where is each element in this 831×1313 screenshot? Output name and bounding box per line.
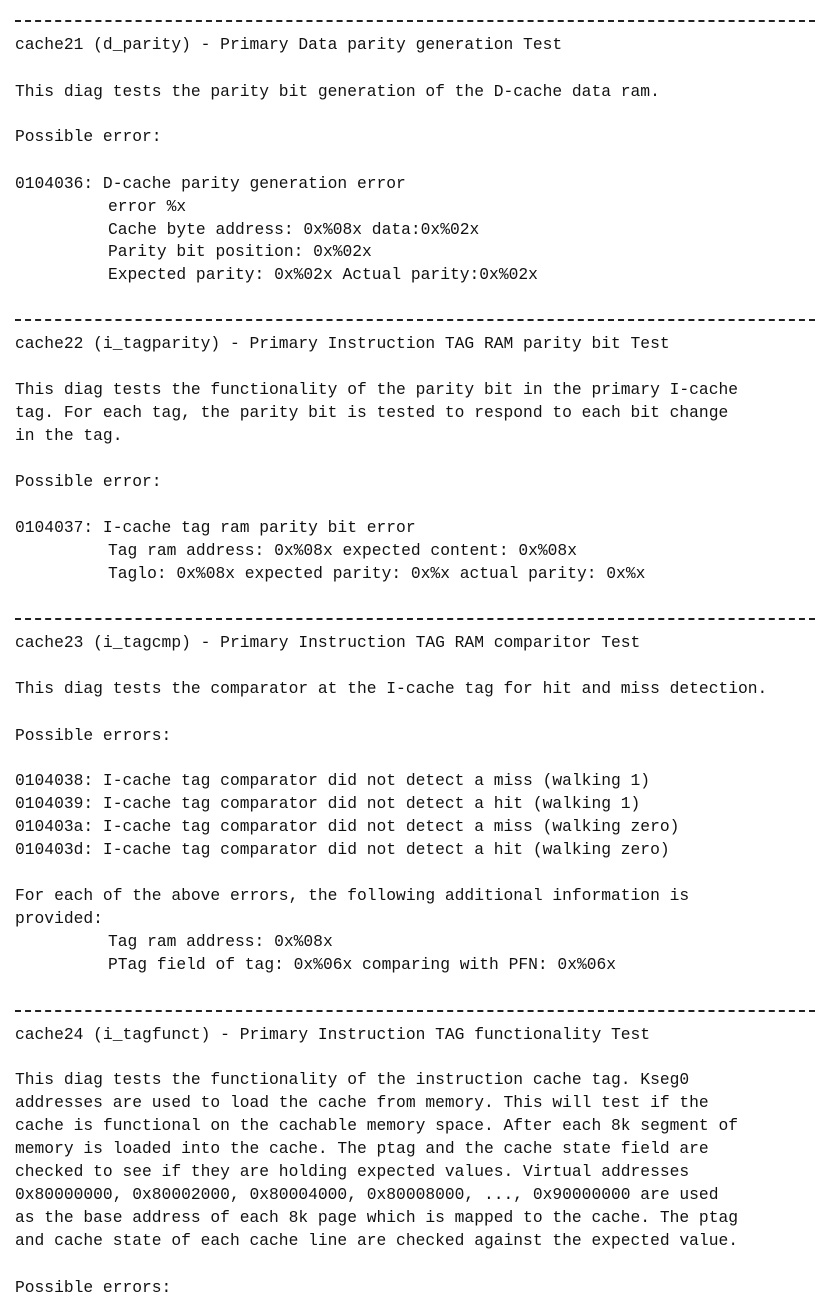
error-line: 010403a: I-cache tag comparator did not detect a miss (walking zero) [15, 817, 680, 836]
errors-heading: Possible errors: [15, 726, 172, 745]
error-line: 0104039: I-cache tag comparator did not detect a hit (walking 1) [15, 794, 641, 813]
description-line: 0x80000000, 0x80002000, 0x80004000, 0x80008000, ..., 0x90000000 are used [15, 1185, 719, 1204]
detail-line: Taglo: 0x%08x expected parity: 0x%x actual parity: 0x%x [108, 564, 646, 583]
description-line: This diag tests the functionality of the parity bit in the primary I-cache [15, 380, 739, 399]
detail-line: Tag ram address: 0x%08x expected content: 0x%08x [108, 541, 577, 560]
section-title: cache22 (i_tagparity) - Primary Instruction TAG RAM parity bit Test [15, 334, 670, 353]
section-divider [15, 20, 815, 22]
errors-heading: Possible error: [15, 127, 162, 146]
detail-line: Tag ram address: 0x%08x [108, 932, 333, 951]
description-line: This diag tests the parity bit generation of the D-cache data ram. [15, 82, 660, 101]
error-line: 0104037: I-cache tag ram parity bit error [15, 518, 416, 537]
detail-line: Parity bit position: 0x%02x [108, 242, 372, 261]
note-line: provided: [15, 909, 103, 928]
error-line: 010403d: I-cache tag comparator did not detect a hit (walking zero) [15, 840, 670, 859]
note-line: For each of the above errors, the following additional information is [15, 886, 690, 905]
detail-line: PTag field of tag: 0x%06x comparing with PFN: 0x%06x [108, 955, 617, 974]
section-title: cache24 (i_tagfunct) - Primary Instruction TAG functionality Test [15, 1025, 651, 1044]
section-divider [15, 618, 815, 620]
errors-heading: Possible error: [15, 472, 162, 491]
error-line: 0104036: D-cache parity generation error [15, 174, 406, 193]
section-title: cache23 (i_tagcmp) - Primary Instruction TAG RAM comparitor Test [15, 633, 641, 652]
detail-line: Expected parity: 0x%02x Actual parity:0x%02x [108, 265, 538, 284]
errors-heading: Possible errors: [15, 1278, 172, 1297]
description-line: addresses are used to load the cache from memory. This will test if the [15, 1093, 709, 1112]
detail-line: Cache byte address: 0x%08x data:0x%02x [108, 220, 480, 239]
description-line: checked to see if they are holding expected values. Virtual addresses [15, 1162, 690, 1181]
description-line: tag. For each tag, the parity bit is tested to respond to each bit change [15, 403, 729, 422]
description-line: memory is loaded into the cache. The ptag and the cache state field are [15, 1139, 709, 1158]
description-line: This diag tests the comparator at the I-cache tag for hit and miss detection. [15, 679, 768, 698]
section-divider [15, 1010, 815, 1012]
detail-line: error %x [108, 197, 187, 216]
error-line: 0104038: I-cache tag comparator did not detect a miss (walking 1) [15, 771, 651, 790]
section-title: cache21 (d_parity) - Primary Data parity generation Test [15, 35, 563, 54]
description-line: and cache state of each cache line are checked against the expected value. [15, 1231, 739, 1250]
description-line: as the base address of each 8k page which is mapped to the cache. The ptag [15, 1208, 739, 1227]
section-divider [15, 319, 815, 321]
description-line: in the tag. [15, 426, 123, 445]
description-line: This diag tests the functionality of the instruction cache tag. Kseg0 [15, 1070, 690, 1089]
description-line: cache is functional on the cachable memory space. After each 8k segment of [15, 1116, 739, 1135]
